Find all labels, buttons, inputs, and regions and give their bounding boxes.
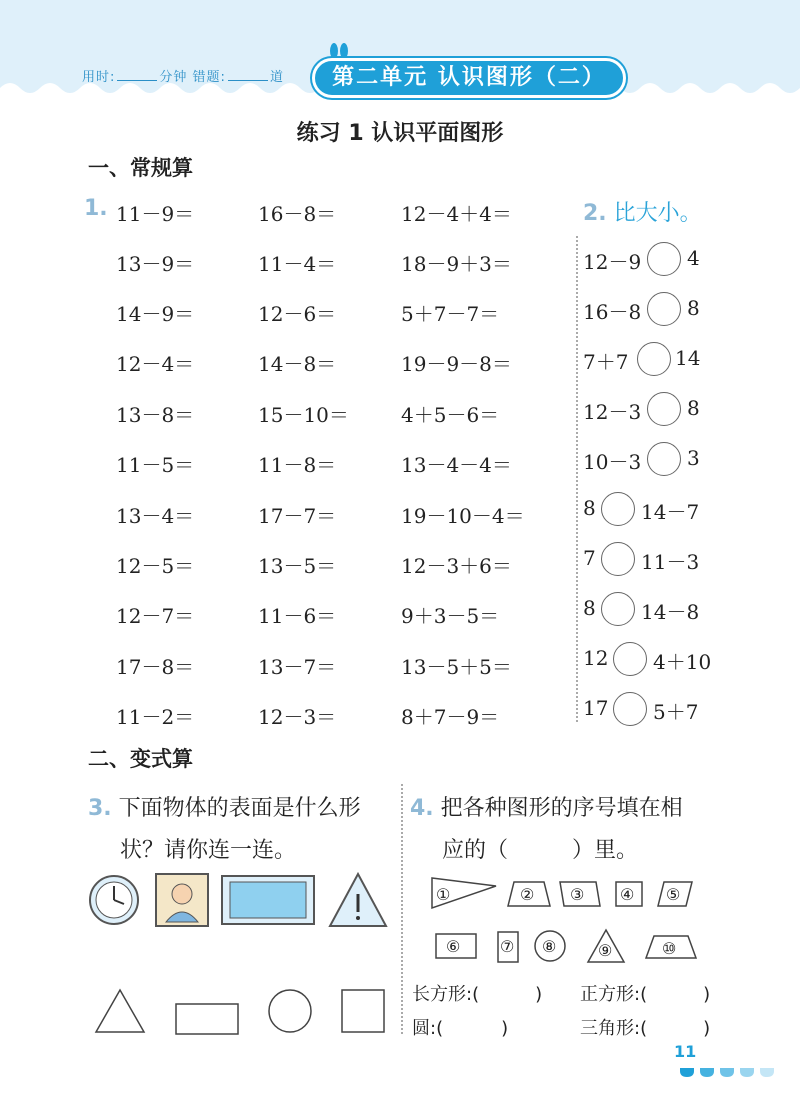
- compare-right: 8: [687, 296, 700, 320]
- drop-icon: [700, 1068, 714, 1077]
- divider: [576, 236, 578, 722]
- q1-expr: 13－8＝: [116, 403, 195, 427]
- photo-frame-icon[interactable]: [156, 874, 208, 926]
- compare-right: 8: [687, 396, 700, 420]
- figure-2: [508, 882, 550, 906]
- figure-5: [658, 882, 692, 906]
- figure-label: ③: [570, 885, 585, 904]
- compare-circle[interactable]: [637, 342, 671, 376]
- q3-line2: 状？请你连一连。: [120, 838, 297, 863]
- compare-right: 14－8: [641, 600, 700, 624]
- compare-circle[interactable]: [601, 542, 635, 576]
- divider: [401, 784, 403, 1034]
- q1-expr: 14－8＝: [258, 352, 337, 376]
- circle-shape[interactable]: [269, 990, 311, 1032]
- compare-circle[interactable]: [647, 242, 681, 276]
- q4-number: 4.: [410, 796, 434, 821]
- footer: [674, 1042, 800, 1080]
- compare-right: 14－7: [641, 500, 700, 524]
- compare-left: 7: [583, 546, 596, 570]
- section1-title: 一、常规算: [88, 156, 193, 180]
- figure-label: ②: [520, 885, 535, 904]
- q1-expr: 13－7＝: [258, 655, 337, 679]
- clock-icon[interactable]: [90, 876, 138, 924]
- drop-icon: [680, 1068, 694, 1077]
- compare-left: 12－9: [583, 250, 642, 274]
- q1-expr: 19－9－8＝: [401, 352, 512, 376]
- figure-label: ①: [436, 885, 451, 904]
- q1-expr: 13－5＝: [258, 554, 337, 578]
- compare-right: 11－3: [641, 550, 700, 574]
- q1-expr: 4＋5－6＝: [401, 403, 500, 427]
- q1-expr: 11－5＝: [116, 453, 195, 477]
- compare-right: 3: [687, 446, 700, 470]
- figures-row-2: [410, 926, 720, 966]
- figure-8: [535, 931, 565, 961]
- blackboard-icon[interactable]: [222, 876, 314, 924]
- compare-right: 4: [687, 246, 700, 270]
- q1-expr: 13－4＝: [116, 504, 195, 528]
- q1-expr: 12－7＝: [116, 604, 195, 628]
- rectangle-answer: [412, 980, 542, 1006]
- figure-9: [588, 930, 624, 962]
- q1-expr: 11－2＝: [116, 705, 195, 729]
- q1-expr: 15－10＝: [258, 403, 349, 427]
- page-number: 11: [674, 1042, 697, 1061]
- close-paren: ): [535, 984, 543, 1005]
- rectangle-label: 长方形:(: [412, 984, 480, 1005]
- q3-number: 3.: [88, 796, 112, 821]
- q1-expr: 12－4＝: [116, 352, 195, 376]
- figure-label: ④: [620, 885, 635, 904]
- square-shape[interactable]: [342, 990, 384, 1032]
- errors-blank[interactable]: [228, 80, 268, 81]
- items-label: 道: [269, 70, 284, 85]
- close-paren: ): [703, 1018, 711, 1039]
- q1-expr: 17－7＝: [258, 504, 337, 528]
- section2-title: 二、变式算: [88, 747, 193, 771]
- square-answer: [580, 980, 710, 1006]
- q1-expr: 8＋7－9＝: [401, 705, 500, 729]
- q2-number: 2.: [583, 201, 607, 226]
- q1-expr: 12－5＝: [116, 554, 195, 578]
- q1-expr: 12－6＝: [258, 302, 337, 326]
- warning-sign-icon[interactable]: [330, 874, 386, 926]
- compare-left: 8: [583, 596, 596, 620]
- q1-expr: 14－9＝: [116, 302, 195, 326]
- q2-title: 比大小。: [613, 201, 702, 226]
- compare-right: 5＋7: [653, 700, 699, 724]
- figure-3: [560, 882, 600, 906]
- figure-label: ⑨: [598, 941, 613, 960]
- drop-icon: [760, 1068, 774, 1077]
- compare-right: 14: [675, 346, 701, 370]
- circle-label: 圆:(: [412, 1018, 444, 1039]
- q1-expr: 11－6＝: [258, 604, 337, 628]
- circle-answer: [412, 1014, 508, 1040]
- figure-label: ⑦: [500, 937, 515, 956]
- q1-number: 1.: [84, 196, 108, 221]
- time-label: 用时:: [82, 70, 116, 85]
- q4-line1: 把各种图形的序号填在相: [440, 796, 683, 821]
- q1-expr: 11－4＝: [258, 252, 337, 276]
- q4-question: [410, 788, 730, 872]
- q2-header: [583, 196, 702, 227]
- triangle-shape[interactable]: [96, 990, 144, 1032]
- q1-expr: 17－8＝: [116, 655, 195, 679]
- figure-4: [616, 882, 642, 906]
- compare-left: 12: [583, 646, 609, 670]
- q1-expr: 12－3＝: [258, 705, 337, 729]
- unit-title: 第二单元 认识图形（二）: [312, 58, 626, 98]
- figure-label: ⑥: [446, 937, 461, 956]
- square-label: 正方形:(: [580, 984, 648, 1005]
- q3-line1: 下面物体的表面是什么形: [118, 796, 361, 821]
- q1-expr: 18－9＋3＝: [401, 252, 512, 276]
- compare-circle[interactable]: [613, 692, 647, 726]
- errors-label: 错题:: [192, 70, 226, 85]
- compare-circle[interactable]: [647, 442, 681, 476]
- q1-expr: 13－4－4＝: [401, 453, 512, 477]
- close-paren: ): [501, 1018, 509, 1039]
- lesson-title: 练习 1 认识平面图形: [296, 121, 504, 146]
- compare-circle[interactable]: [601, 592, 635, 626]
- compare-left: 17: [583, 696, 609, 720]
- q4-line2-a: 应的（: [442, 838, 509, 863]
- q1-expr: 12－4＋4＝: [401, 202, 512, 226]
- figure-label: ⑤: [666, 885, 681, 904]
- q4-line2-b: ）里。: [572, 838, 639, 863]
- time-blank[interactable]: [117, 80, 157, 81]
- compare-left: 16－8: [583, 300, 642, 324]
- q3-question: [88, 788, 388, 872]
- figure-6: [436, 934, 476, 958]
- compare-left: 8: [583, 496, 596, 520]
- q1-expr: 9＋3－5＝: [401, 604, 500, 628]
- triangle-label: 三角形:(: [580, 1018, 648, 1039]
- compare-left: 12－3: [583, 400, 642, 424]
- compare-left: 10－3: [583, 450, 642, 474]
- close-paren: ): [703, 984, 711, 1005]
- compare-circle[interactable]: [647, 392, 681, 426]
- rectangle-shape[interactable]: [176, 1004, 238, 1034]
- figure-label: ⑧: [542, 937, 557, 956]
- compare-circle[interactable]: [613, 642, 647, 676]
- minutes-label: 分钟: [159, 70, 188, 85]
- q1-expr: 13－9＝: [116, 252, 195, 276]
- compare-right: 4＋10: [653, 650, 712, 674]
- compare-circle[interactable]: [647, 292, 681, 326]
- drop-icon: [720, 1068, 734, 1077]
- figure-7: [498, 932, 518, 962]
- compare-circle[interactable]: [601, 492, 635, 526]
- figure-label: ⑩: [662, 939, 677, 958]
- drops-decoration: [678, 1065, 774, 1079]
- triangle-answer: [580, 1014, 710, 1040]
- usage-record: [82, 66, 284, 85]
- q1-expr: 12－3＋6＝: [401, 554, 512, 578]
- figures-row-1: [410, 872, 720, 914]
- drop-icon: [740, 1068, 754, 1077]
- q1-expr: 16－8＝: [258, 202, 337, 226]
- compare-left: 7＋7: [583, 350, 629, 374]
- q1-expr: 19－10－4＝: [401, 504, 525, 528]
- figure-10: [646, 936, 696, 958]
- q1-expr: 13－5＋5＝: [401, 655, 512, 679]
- q1-expr: 11－9＝: [116, 202, 195, 226]
- shapes-row: [94, 986, 394, 1036]
- objects-row: [88, 872, 388, 932]
- figure-1: [432, 878, 496, 908]
- q1-expr: 5＋7－7＝: [401, 302, 500, 326]
- q1-expr: 11－8＝: [258, 453, 337, 477]
